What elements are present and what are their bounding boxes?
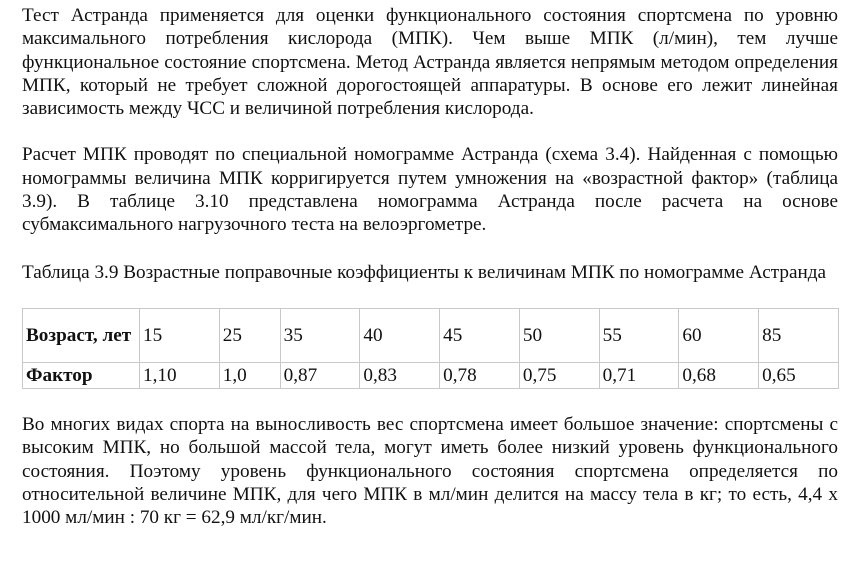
age-cell: 85 (759, 308, 839, 362)
table-row-age (23, 308, 839, 362)
table-row-factor (23, 362, 839, 388)
factor-cell: 0,75 (519, 362, 599, 388)
factor-cell: 0,68 (679, 362, 759, 388)
age-factor-table (22, 308, 839, 389)
intro-paragraph: Тест Астранда применяется для оценки функционального состояния спортсмена по уровню максимального потребления кислорода (МПК). Чем выше МПК (л/мин), тем лучше функциональное состояние спортсмена. Метод Астранда является непрямым методом определения МПК, который не требует сложной дорогостоящей аппаратуры. В основе его лежит линейная зависимость между ЧСС и величиной потребления кислорода. (22, 5, 838, 120)
document-page (22, 4, 838, 529)
table-caption: Таблица 3.9 Возрастные поправочные коэффициенты к величинам МПК по номограмме Астранда (22, 261, 827, 283)
age-cell: 25 (219, 308, 280, 362)
factor-cell: 0,78 (440, 362, 520, 388)
factor-header-cell: Фактор (23, 362, 140, 388)
factor-cell: 1,0 (219, 362, 280, 388)
factor-cell: 0,71 (599, 362, 679, 388)
nomogram-paragraph: Расчет МПК проводят по специальной номограмме Астранда (схема 3.4). Найденная с помощью номограммы величина МПК корригируется путем умножения на «возрастной фактор» (таблица 3.9). В таблице 3.10 представлена номограмма Астранда после расчета на основе субмаксимального нагрузочного теста на велоэргометре. (22, 144, 838, 236)
factor-cell: 0,83 (360, 362, 440, 388)
factor-cell: 1,10 (140, 362, 220, 388)
relative-vo2max-paragraph: Во многих видах спорта на выносливость вес спортсмена имеет большое значение: спортсмены с высоким МПК, но большой массой тела, могут иметь более низкий уровень функционального состояния. Поэтому уровень функционального состояния спортсмена определяется по относительной величине МПК, для чего МПК в мл/мин делится на массу тела в кг; то есть, 4,4 х 1000 мл/мин : 70 кг = 62,9 мл/кг/мин. (22, 413, 838, 529)
age-cell: 55 (599, 308, 679, 362)
age-cell: 45 (440, 308, 520, 362)
age-cell: 40 (360, 308, 440, 362)
age-cell: 15 (140, 308, 220, 362)
factor-cell: 0,65 (759, 362, 839, 388)
factor-cell: 0,87 (280, 362, 360, 388)
age-cell: 35 (280, 308, 360, 362)
age-header-cell: Возраст, лет (23, 308, 140, 362)
age-cell: 60 (679, 308, 759, 362)
age-cell: 50 (519, 308, 599, 362)
